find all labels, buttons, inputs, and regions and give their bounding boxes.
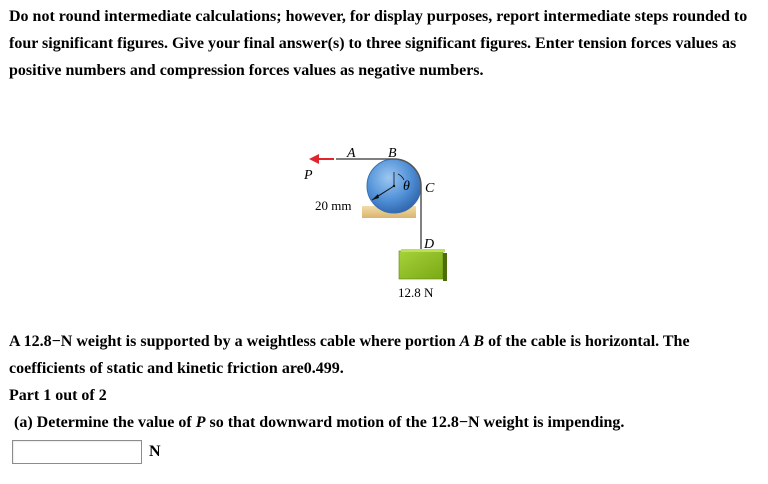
label-p: P [304, 168, 313, 183]
label-d: D [424, 237, 435, 252]
answer-input[interactable] [12, 440, 142, 464]
label-theta: θ [403, 179, 410, 194]
instructions-text: Do not round intermediate calculations; however, for display purposes, report intermediate steps rounded to four significant figures. Give your final answer(s) to three significant figures. Enter tension forces values as positive numbers and compression forces values as negative numbers. [9, 8, 748, 79]
part-label: Part 1 out of 2 [9, 387, 107, 404]
label-c: C [425, 181, 435, 196]
weight-block-top [401, 249, 445, 252]
problem-text-part1: A 12.8−N weight is supported by a weightless cable where portion [9, 333, 456, 350]
label-b: B [388, 146, 397, 161]
answer-row [12, 440, 161, 464]
problem-text-part2: of the cable is horizontal. The coefficients of static and kinetic friction are0.499. [9, 333, 690, 377]
pulley-figure [290, 138, 470, 308]
weight-label: 12.8 N [398, 285, 434, 300]
pulley-diagram [290, 138, 470, 308]
radius-label: 20 mm [315, 198, 352, 213]
problem-var-ab: A B [459, 333, 485, 350]
answer-unit: N [149, 443, 161, 460]
question-var-p: P [195, 414, 206, 431]
weight-block-side [443, 253, 447, 281]
pulley-center [393, 185, 395, 187]
question-prefix: (a) Determine the value of [14, 414, 192, 431]
weight-block [399, 251, 443, 279]
force-p-arrowhead [309, 154, 319, 164]
label-a: A [347, 146, 356, 161]
question-text [14, 409, 624, 436]
problem-statement [9, 328, 754, 382]
question-suffix: so that downward motion of the 12.8−N weight is impending. [209, 414, 625, 431]
